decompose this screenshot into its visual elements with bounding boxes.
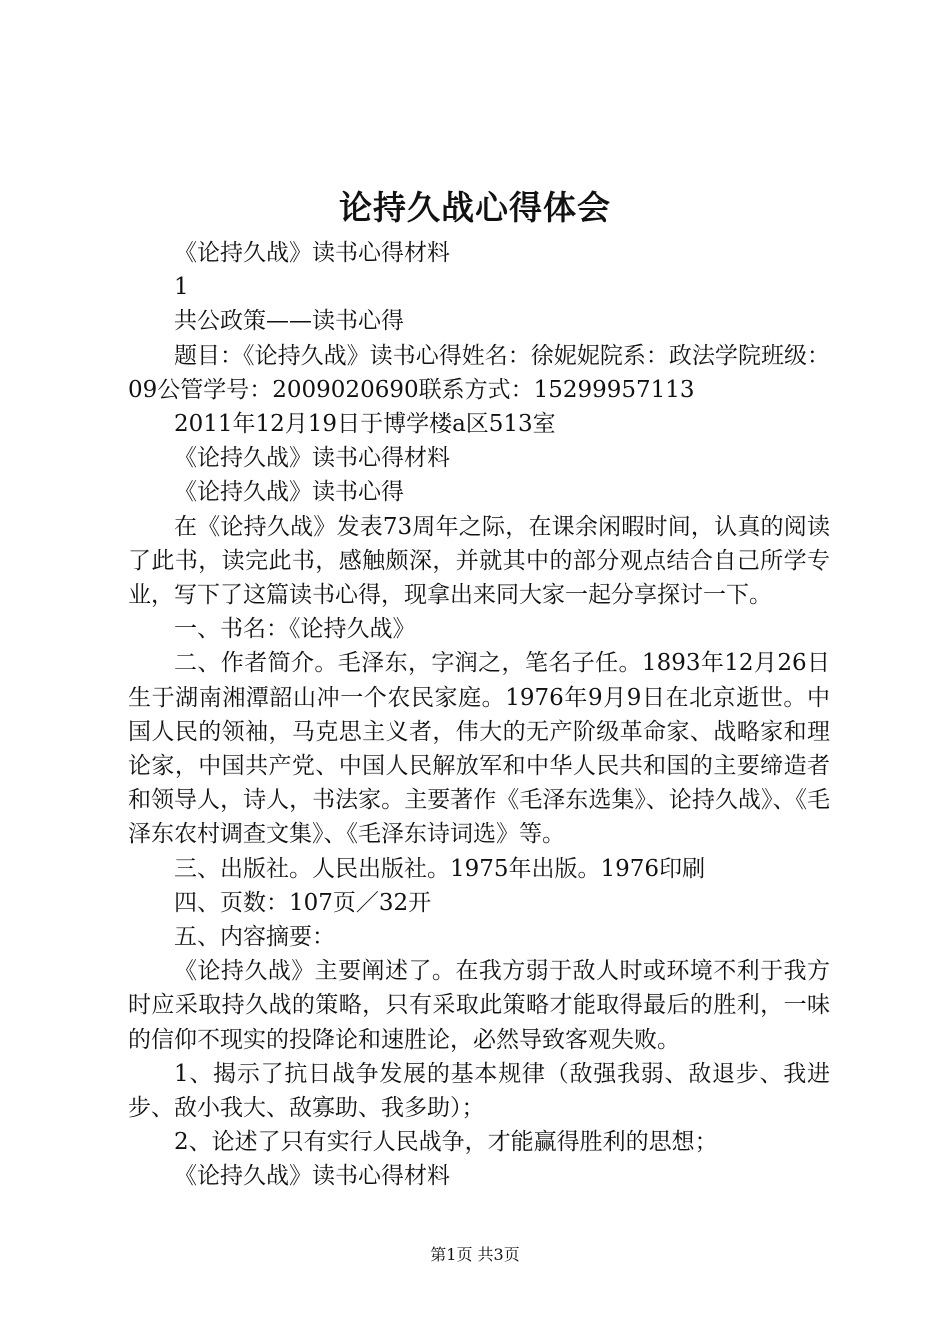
paragraph: 题目：《论持久战》读书心得姓名：徐妮妮院系：政法学院班级：09公管学号：2009020690联系方式：15299957113 [128, 342, 830, 403]
paragraph: 2011年12月19日于博学楼a区513室 [174, 411, 556, 438]
paragraph: 二、作者简介。毛泽东，字润之，笔名子任。1893年12月26日生于湖南湘潭韶山冲一个农民家庭。1976年9月9日在北京逝世。中国人民的领袖，马克思主义者，伟大的无产阶级革命家、战略家和理论家，中国共产党、中国人民解放军和中华人民共和国的主要缔造者和领导人，诗人，书法家。主要著作《毛泽东选集》、论持久战》、《毛泽东农村调查文集》、《毛泽东诗词选》等。 [128, 650, 830, 848]
paragraph: 《论持久战》主要阐述了。在我方弱于敌人时或环境不利于我方时应采取持久战的策略，只有采取此策略才能取得最后的胜利，一味的信仰不现实的投降论和速胜论，必然导致客观失败。 [128, 958, 830, 1053]
page-footer: 第1页 共3页 [430, 1245, 520, 1264]
paragraph: 三、出版社。人民出版社。1975年出版。1976印刷 [174, 855, 706, 882]
paragraph: 共公政策——读书心得 [174, 308, 404, 335]
paragraph: 《论持久战》读书心得材料 [174, 445, 450, 472]
paragraph: 五、内容摘要： [174, 924, 335, 951]
paragraph: 1 [174, 274, 189, 301]
paragraph: 1、揭示了抗日战争发展的基本规律（敌强我弱、敌退步、我进步、敌小我大、敌寡助、我多助）； [128, 1060, 830, 1122]
paragraph: 《论持久战》读书心得 [174, 479, 404, 506]
paragraph: 四、页数：107页／32开 [174, 889, 432, 916]
document-body [128, 236, 830, 1194]
paragraph: 在《论持久战》发表73周年之际，在课余闲暇时间，认真的阅读了此书，读完此书，感触颇深，并就其中的部分观点结合自己所学专业，写下了这篇读书心得，现拿出来同大家一起分享探讨一下。 [128, 513, 830, 609]
paragraph: 《论持久战》读书心得材料 [174, 1163, 450, 1190]
paragraph: 《论持久战》读书心得材料 [174, 240, 450, 266]
page-title: 论持久战心得体会 [339, 188, 611, 227]
paragraph: 一、书名：《论持久战》 [174, 616, 416, 643]
paragraph: 2、论述了只有实行人民战争，才能赢得胜利的思想； [174, 1129, 718, 1156]
